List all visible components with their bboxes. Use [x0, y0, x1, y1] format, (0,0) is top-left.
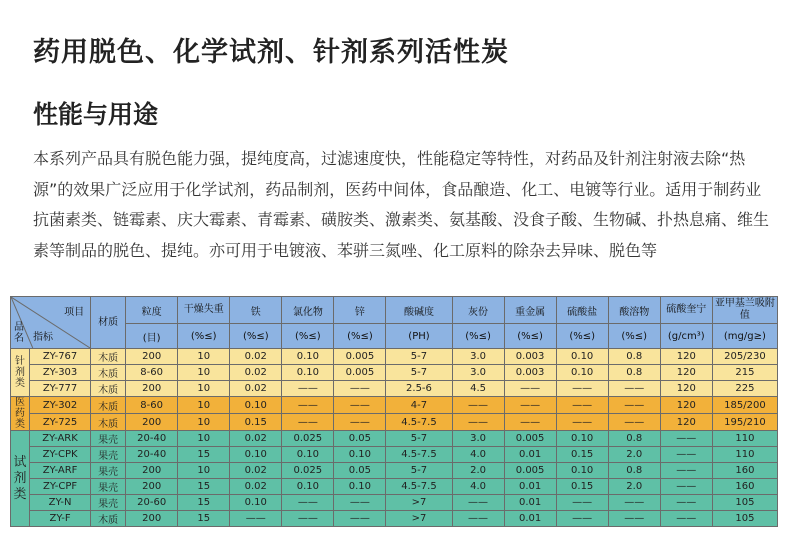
table-cell: —— — [608, 381, 660, 397]
header-sulfate: 硫酸盐 — [556, 297, 608, 324]
table-cell: 200 — [126, 511, 178, 527]
table-row — [11, 479, 778, 495]
table-cell: —— — [660, 495, 712, 511]
table-row — [11, 495, 778, 511]
unit-particle-size: (目) — [126, 324, 178, 349]
table-cell: 木质 — [91, 349, 126, 365]
unit-iron: (%≤) — [230, 324, 282, 349]
category-label: 试剂类 — [11, 431, 30, 527]
table-cell: 0.10 — [334, 447, 386, 463]
table-cell: 2.0 — [608, 479, 660, 495]
table-cell: 0.005 — [334, 365, 386, 381]
table-cell: 0.10 — [282, 447, 334, 463]
table-cell: 0.05 — [334, 463, 386, 479]
table-cell: >7 — [386, 511, 452, 527]
table-cell: 10 — [178, 349, 230, 365]
table-cell: 0.01 — [504, 511, 556, 527]
header-ph: 酸碱度 — [386, 297, 452, 324]
table-cell: 4.5 — [452, 381, 504, 397]
table-cell: 0.005 — [334, 349, 386, 365]
table-cell: —— — [556, 495, 608, 511]
table-cell: 4.0 — [452, 479, 504, 495]
table-cell: 0.003 — [504, 349, 556, 365]
table-cell: 195/210 — [712, 414, 777, 431]
table-cell: 0.10 — [556, 365, 608, 381]
table-cell: 200 — [126, 349, 178, 365]
table-cell: 200 — [126, 381, 178, 397]
table-cell: 10 — [178, 397, 230, 414]
product-code-cell: ZY-F — [30, 511, 91, 527]
table-cell: 0.005 — [504, 463, 556, 479]
table-cell: 215 — [712, 365, 777, 381]
spec-table — [10, 296, 778, 527]
table-cell: 3.0 — [452, 349, 504, 365]
table-cell: 0.10 — [556, 463, 608, 479]
table-cell: 果壳 — [91, 495, 126, 511]
table-cell: 0.8 — [608, 365, 660, 381]
table-cell: 木质 — [91, 397, 126, 414]
table-cell: >7 — [386, 495, 452, 511]
table-cell: 0.10 — [282, 365, 334, 381]
table-cell: 0.02 — [230, 349, 282, 365]
table-cell: 果壳 — [91, 431, 126, 447]
table-cell: 110 — [712, 447, 777, 463]
table-cell: 105 — [712, 511, 777, 527]
table-cell: —— — [230, 511, 282, 527]
table-cell: —— — [660, 511, 712, 527]
table-cell: 0.01 — [504, 447, 556, 463]
table-cell: 0.10 — [282, 479, 334, 495]
table-cell: 10 — [178, 365, 230, 381]
unit-sulfate: (%≤) — [556, 324, 608, 349]
table-cell: 木质 — [91, 511, 126, 527]
table-cell: 0.05 — [334, 431, 386, 447]
table-row — [11, 365, 778, 381]
table-corner-header — [11, 297, 91, 349]
table-row — [11, 414, 778, 431]
table-cell: 0.10 — [334, 479, 386, 495]
table-cell: —— — [334, 511, 386, 527]
table-cell: 0.15 — [556, 447, 608, 463]
table-cell: 0.02 — [230, 463, 282, 479]
table-cell: 3.0 — [452, 365, 504, 381]
table-cell: 120 — [660, 349, 712, 365]
header-acid-soluble: 酸溶物 — [608, 297, 660, 324]
unit-drying-loss: (%≤) — [178, 324, 230, 349]
table-cell: 5-7 — [386, 349, 452, 365]
table-cell: —— — [660, 463, 712, 479]
table-cell: 4-7 — [386, 397, 452, 414]
table-cell: 120 — [660, 365, 712, 381]
table-cell: 4.5-7.5 — [386, 447, 452, 463]
section-heading: 性能与用途 — [33, 100, 159, 129]
product-code-cell: ZY-303 — [30, 365, 91, 381]
category-label: 医药类 — [11, 397, 30, 431]
table-cell: 105 — [712, 495, 777, 511]
header-chloride: 氯化物 — [282, 297, 334, 324]
table-cell: —— — [282, 397, 334, 414]
unit-zinc: (%≤) — [334, 324, 386, 349]
table-cell: 2.0 — [608, 447, 660, 463]
table-cell: —— — [608, 495, 660, 511]
product-code-cell: ZY-ARF — [30, 463, 91, 479]
table-row — [11, 397, 778, 414]
table-cell: 0.8 — [608, 463, 660, 479]
product-code-cell: ZY-767 — [30, 349, 91, 365]
table-cell: 10 — [178, 414, 230, 431]
table-cell: 3.0 — [452, 431, 504, 447]
table-cell: —— — [504, 414, 556, 431]
corner-name-label: 品名 — [14, 322, 24, 344]
table-cell: 0.15 — [556, 479, 608, 495]
table-cell: 果壳 — [91, 447, 126, 463]
table-cell: 2.5-6 — [386, 381, 452, 397]
table-cell: 185/200 — [712, 397, 777, 414]
header-heavy-metal: 重金属 — [504, 297, 556, 324]
table-cell: 4.5-7.5 — [386, 479, 452, 495]
unit-acid-soluble: (%≤) — [608, 324, 660, 349]
table-cell: —— — [556, 511, 608, 527]
table-cell: —— — [608, 397, 660, 414]
table-cell: 120 — [660, 414, 712, 431]
header-ash: 灰份 — [452, 297, 504, 324]
table-cell: 0.8 — [608, 349, 660, 365]
unit-ash: (%≤) — [452, 324, 504, 349]
table-cell: 5-7 — [386, 463, 452, 479]
table-cell: 0.10 — [556, 349, 608, 365]
table-cell: —— — [452, 397, 504, 414]
table-cell: 205/230 — [712, 349, 777, 365]
table-cell: 10 — [178, 381, 230, 397]
table-cell: 0.8 — [608, 431, 660, 447]
table-cell: —— — [452, 511, 504, 527]
table-cell: 5-7 — [386, 365, 452, 381]
table-cell: 160 — [712, 463, 777, 479]
category-label: 针剂类 — [11, 349, 30, 397]
table-cell: 果壳 — [91, 479, 126, 495]
table-cell: 0.10 — [230, 495, 282, 511]
table-cell: —— — [504, 381, 556, 397]
table-cell: 200 — [126, 463, 178, 479]
table-cell: 160 — [712, 479, 777, 495]
table-cell: 120 — [660, 397, 712, 414]
unit-heavy-metal: (%≤) — [504, 324, 556, 349]
table-cell: 225 — [712, 381, 777, 397]
table-cell: —— — [660, 431, 712, 447]
table-cell: —— — [282, 381, 334, 397]
table-cell: 20-60 — [126, 495, 178, 511]
table-cell: —— — [282, 495, 334, 511]
table-cell: 0.02 — [230, 381, 282, 397]
table-row — [11, 349, 778, 365]
header-material: 材质 — [91, 297, 126, 349]
product-code-cell: ZY-CPK — [30, 447, 91, 463]
unit-ph: (PH) — [386, 324, 452, 349]
table-cell: 4.5-7.5 — [386, 414, 452, 431]
table-cell: 0.003 — [504, 365, 556, 381]
table-cell: —— — [556, 381, 608, 397]
table-cell: 200 — [126, 479, 178, 495]
table-cell: 0.02 — [230, 365, 282, 381]
table-cell: —— — [452, 495, 504, 511]
header-drying-loss: 干燥失重 — [178, 297, 230, 324]
header-particle-size: 粒度 — [126, 297, 178, 324]
header-quinine-sulfate: 硫酸奎宁 — [660, 297, 712, 324]
table-cell: —— — [556, 414, 608, 431]
product-code-cell: ZY-725 — [30, 414, 91, 431]
table-cell: —— — [282, 511, 334, 527]
table-cell: 8-60 — [126, 397, 178, 414]
header-methylene-blue: 亚甲基兰吸附值 — [712, 297, 777, 324]
table-cell: 200 — [126, 414, 178, 431]
table-cell: 0.02 — [230, 431, 282, 447]
table-cell: 110 — [712, 431, 777, 447]
header-iron: 铁 — [230, 297, 282, 324]
table-cell: —— — [504, 397, 556, 414]
table-cell: 20-40 — [126, 447, 178, 463]
table-cell: 15 — [178, 495, 230, 511]
table-cell: 0.005 — [504, 431, 556, 447]
table-row — [11, 431, 778, 447]
corner-index-label: 指标 — [33, 332, 53, 343]
table-cell: 0.10 — [230, 397, 282, 414]
table-cell: —— — [608, 511, 660, 527]
product-code-cell: ZY-N — [30, 495, 91, 511]
table-row — [11, 511, 778, 527]
table-cell: —— — [334, 381, 386, 397]
table-row — [11, 463, 778, 479]
table-body — [11, 349, 778, 527]
table-cell: 0.10 — [556, 431, 608, 447]
page-title: 药用脱色、化学试剂、针剂系列活性炭 — [33, 37, 509, 68]
table-cell: 8-60 — [126, 365, 178, 381]
description-paragraph: 本系列产品具有脱色能力强，提纯度高，过滤速度快，性能稳定等特性，对药品及针剂注射液去除“热源”的效果广泛应用于化学试剂，药品制剂，医药中间体，食品酿造、化工、电镀等行业。适用于制药业抗菌素类、链霉素、庆大霉素、青霉素、磺胺类、激素类、氨基酸、没食子酸、生物碱、扑热息痛、维生素等制品的脱色、提纯。亦可用于电镀液、苯骈三氮唑、化工原料的除杂去异味、脱色等 — [33, 149, 770, 260]
table-cell: —— — [660, 447, 712, 463]
table-cell: 0.01 — [504, 495, 556, 511]
table-cell: —— — [334, 414, 386, 431]
table-cell: 2.0 — [452, 463, 504, 479]
corner-item-label: 项目 — [64, 307, 85, 318]
table-cell: 120 — [660, 381, 712, 397]
table-cell: 15 — [178, 447, 230, 463]
table-cell: 0.10 — [282, 349, 334, 365]
table-cell: 木质 — [91, 381, 126, 397]
table-row — [11, 381, 778, 397]
table-cell: —— — [608, 414, 660, 431]
unit-methylene-blue: (mg/g≥) — [712, 324, 777, 349]
table-cell: 0.025 — [282, 431, 334, 447]
table-cell: —— — [334, 495, 386, 511]
table-cell: 4.0 — [452, 447, 504, 463]
table-cell: 10 — [178, 431, 230, 447]
table-row — [11, 447, 778, 463]
table-cell: 0.01 — [504, 479, 556, 495]
table-cell: 木质 — [91, 414, 126, 431]
table-cell: —— — [660, 479, 712, 495]
unit-chloride: (%≤) — [282, 324, 334, 349]
table-cell: 5-7 — [386, 431, 452, 447]
product-code-cell: ZY-777 — [30, 381, 91, 397]
table-cell: 15 — [178, 511, 230, 527]
table-cell: 15 — [178, 479, 230, 495]
table-cell: —— — [452, 414, 504, 431]
table-cell: —— — [334, 397, 386, 414]
product-code-cell: ZY-CPF — [30, 479, 91, 495]
table-cell: 0.10 — [230, 447, 282, 463]
unit-quinine-sulfate: (g/cm³) — [660, 324, 712, 349]
table-cell: 0.025 — [282, 463, 334, 479]
table-cell: —— — [282, 414, 334, 431]
table-cell: 10 — [178, 463, 230, 479]
table-cell: 0.15 — [230, 414, 282, 431]
table-cell: 0.02 — [230, 479, 282, 495]
table-cell: 20-40 — [126, 431, 178, 447]
table-cell: 果壳 — [91, 463, 126, 479]
table-cell: 木质 — [91, 365, 126, 381]
table-cell: —— — [556, 397, 608, 414]
header-zinc: 锌 — [334, 297, 386, 324]
product-code-cell: ZY-ARK — [30, 431, 91, 447]
product-code-cell: ZY-302 — [30, 397, 91, 414]
